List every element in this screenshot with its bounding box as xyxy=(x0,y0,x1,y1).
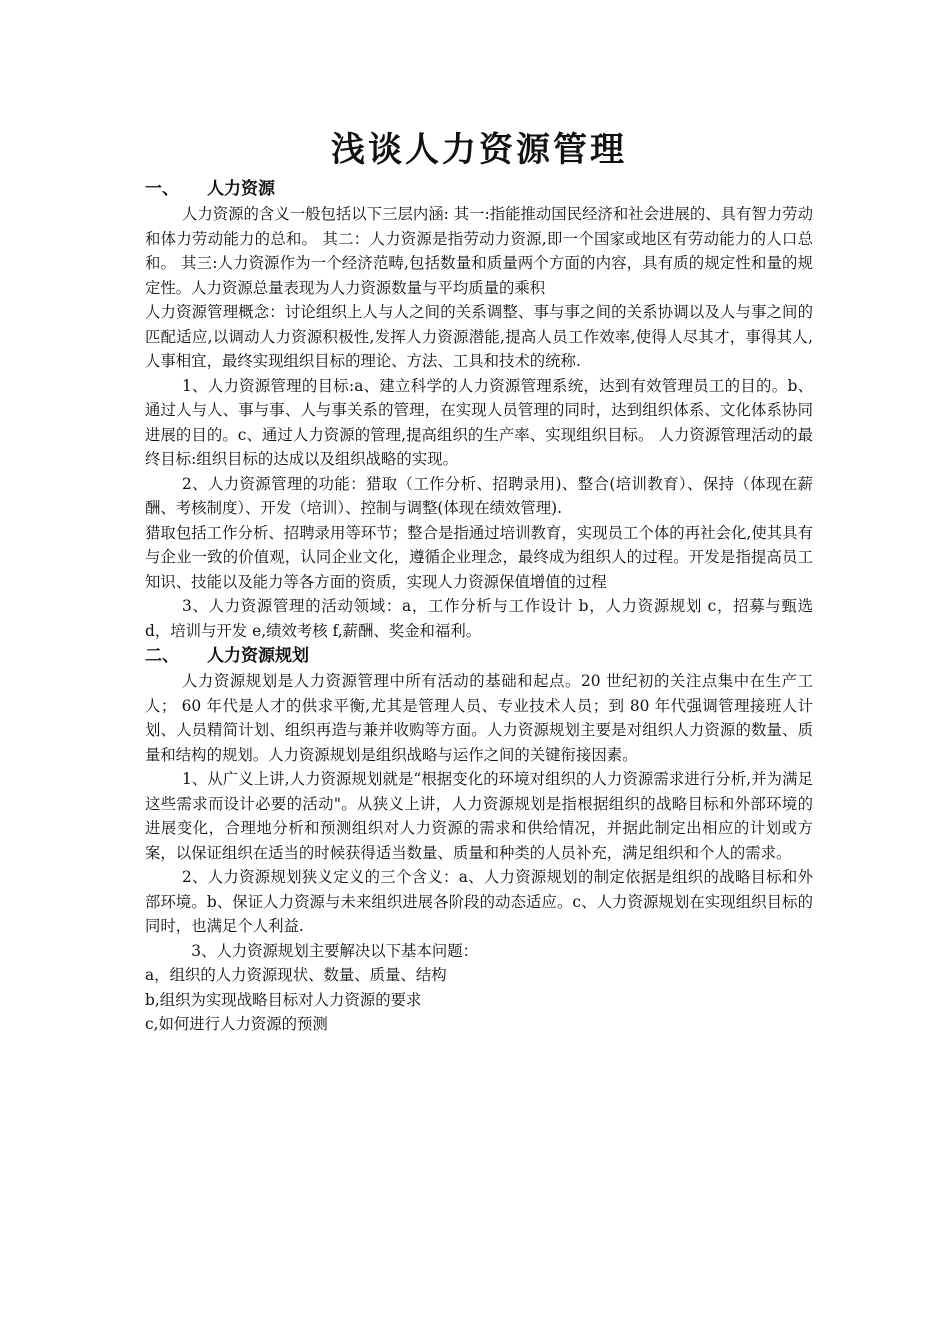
section-title-1: 人力资源 xyxy=(207,179,275,199)
section-title-2: 人力资源规划 xyxy=(207,646,309,666)
paragraph: 1、人力资源管理的目标:a、建立科学的人力资源管理系统，达到有效管理员工的目的。b、通过人与人、事与事、人与事关系的管理，在实现人员管理的同时，达到组织体系、文化体系协同进展的目的。c、通过人力资源的管理,提高组织的生产率、实现组织目标。 人力资源管理活动的最终目标:组织目标的达成以及组织战略的实现。 xyxy=(145,376,813,468)
paragraph: 2、人力资源规划狭义定义的三个含义：a、人力资源规划的制定依据是组织的战略目标和外部环境。b、保证人力资源与未来组织进展各阶段的动态适应。c、人力资源规划在实现组织目标的同时，也满足个人利益. xyxy=(145,868,813,935)
document-page xyxy=(145,128,813,1037)
document-title: 浅谈人力资源管理 xyxy=(331,130,627,170)
paragraph: 人力资源管理概念：讨论组织上人与人之间的关系调整、事与事之间的关系协调以及人与事之间的匹配适应,以调动人力资源积极性,发挥人力资源潜能,提高人员工作效率,使得人尽其才，事得其人,人事相宜，最终实现组织目标的理论、方法、工具和技术的统称. xyxy=(145,303,813,370)
paragraph: 3、人力资源管理的活动领域：a，工作分析与工作设计 b，人力资源规划 c，招募与甄选 d，培训与开发 e,绩效考核 f,薪酬、奖金和福利。 xyxy=(145,597,813,640)
list-item: c,如何进行人力资源的预测 xyxy=(145,1015,328,1033)
list-item: a，组织的人力资源现状、数量、质量、结构 xyxy=(145,966,447,984)
section-number-1: 一、 xyxy=(145,179,179,199)
paragraph: 人力资源规划是人力资源管理中所有活动的基础和起点。20 世纪初的关注点集中在生产工人； 60 年代是人才的供求平衡,尤其是管理人员、专业技术人员；到 80 年代强调管理接班人计划、人员精简计划、组织再造与兼并收购等方面。人力资源规划主要是对组织人力资源的数量、质量和结构的规划。人力资源规划是组织战略与运作之间的关键衔接因素。 xyxy=(145,672,813,764)
section-heading-1 xyxy=(145,176,813,202)
paragraph: 1、从广义上讲,人力资源规划就是“根据变化的环境对组织的人力资源需求进行分析,并为满足这些需求而设计必要的活动"。从狭义上讲，人力资源规划是指根据组织的战略目标和外部环境的进展变化，合理地分析和预测组织对人力资源的需求和供给情况，并据此制定出相应的计划或方案，以保证组织在适当的时候获得适当数量、质量和种类的人员补充，满足组织和个人的需求。 xyxy=(145,770,813,862)
paragraph: 2、人力资源管理的功能：猎取（工作分析、招聘录用)、整合(培训教育）、保持（体现在薪酬、考核制度）、开发（培训）、控制与调整(体现在绩效管理). xyxy=(145,474,813,517)
paragraph: 猎取包括工作分析、招聘录用等环节；整合是指通过培训教育，实现员工个体的再社会化,使其具有与企业一致的价值观，认同企业文化，遵循企业理念，最终成为组织人的过程。开发是指提高员工知识、技能以及能力等各方面的资质，实现人力资源保值增值的过程 xyxy=(145,523,813,591)
section-heading-2 xyxy=(145,643,813,669)
list-item: b,组织为实现战略目标对人力资源的要求 xyxy=(145,990,422,1009)
section-number-2: 二、 xyxy=(145,646,179,666)
paragraph: 3、人力资源规划主要解决以下基本问题： xyxy=(191,941,479,960)
paragraph: 人力资源的含义一般包括以下三层内涵: 其一:指能推动国民经济和社会进展的、具有智力劳动和体力劳动能力的总和。 其二：人力资源是指劳动力资源,即一个国家或地区有劳动能力的人口总和。 其三:人力资源作为一个经济范畴,包括数量和质量两个方面的内容，具有质的规定性和量的规定性。人力资源总量表现为人力资源数量与平均质量的乘积 xyxy=(145,205,813,297)
